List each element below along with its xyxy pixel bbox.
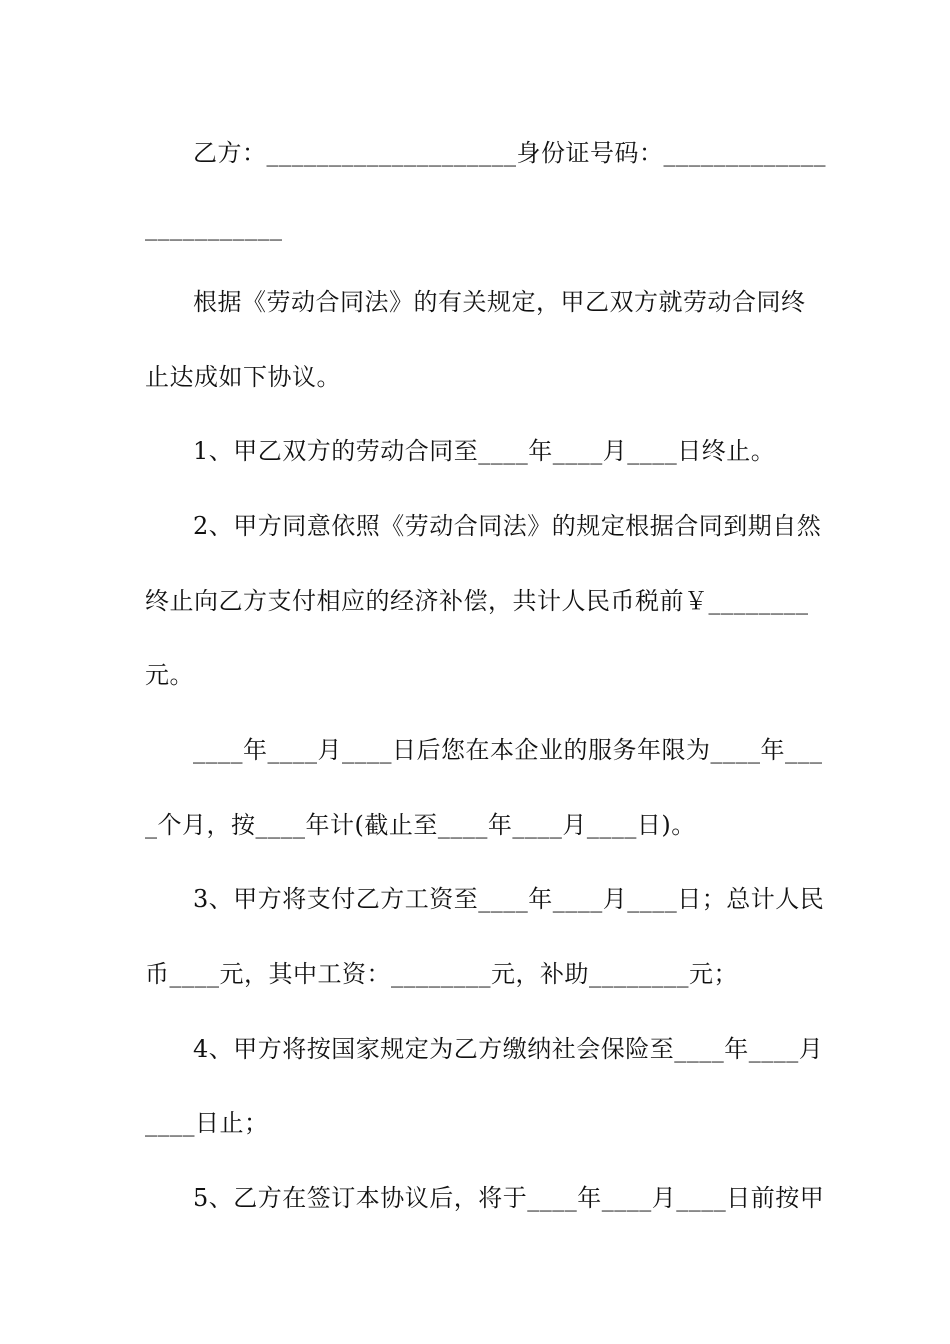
- clause-3-line-1: 3、甲方将支付乙方工资至____年____月____日；总计人民: [193, 885, 825, 913]
- clause-1: 1、甲乙双方的劳动合同至____年____月____日终止。: [193, 437, 776, 465]
- clause-4-line-2: ____日止；: [145, 1109, 269, 1137]
- intro-paragraph-line-1: 根据《劳动合同法》的有关规定，甲乙双方就劳动合同终: [193, 288, 806, 316]
- id-number-continuation: ___________: [145, 213, 283, 241]
- party-b-line: 乙方：____________________身份证号码：_____________: [193, 139, 826, 167]
- service-years-line-1: ____年____月____日后您在本企业的服务年限为____年___: [193, 736, 823, 764]
- clause-3-line-2: 币____元，其中工资：________元，补助________元；: [145, 960, 738, 988]
- intro-paragraph-line-2: 止达成如下协议。: [145, 363, 341, 391]
- clause-2-line-1: 2、甲方同意依照《劳动合同法》的规定根据合同到期自然: [193, 512, 822, 540]
- clause-2-line-3: 元。: [145, 661, 194, 689]
- service-years-line-2: _个月，按____年计(截止至____年____月____日)。: [145, 811, 696, 839]
- clause-2-line-2: 终止向乙方支付相应的经济补偿，共计人民币税前￥________: [145, 587, 809, 615]
- clause-5-line-1: 5、乙方在签订本协议后，将于____年____月____日前按甲: [193, 1184, 825, 1212]
- clause-4-line-1: 4、甲方将按国家规定为乙方缴纳社会保险至____年____月: [193, 1035, 824, 1063]
